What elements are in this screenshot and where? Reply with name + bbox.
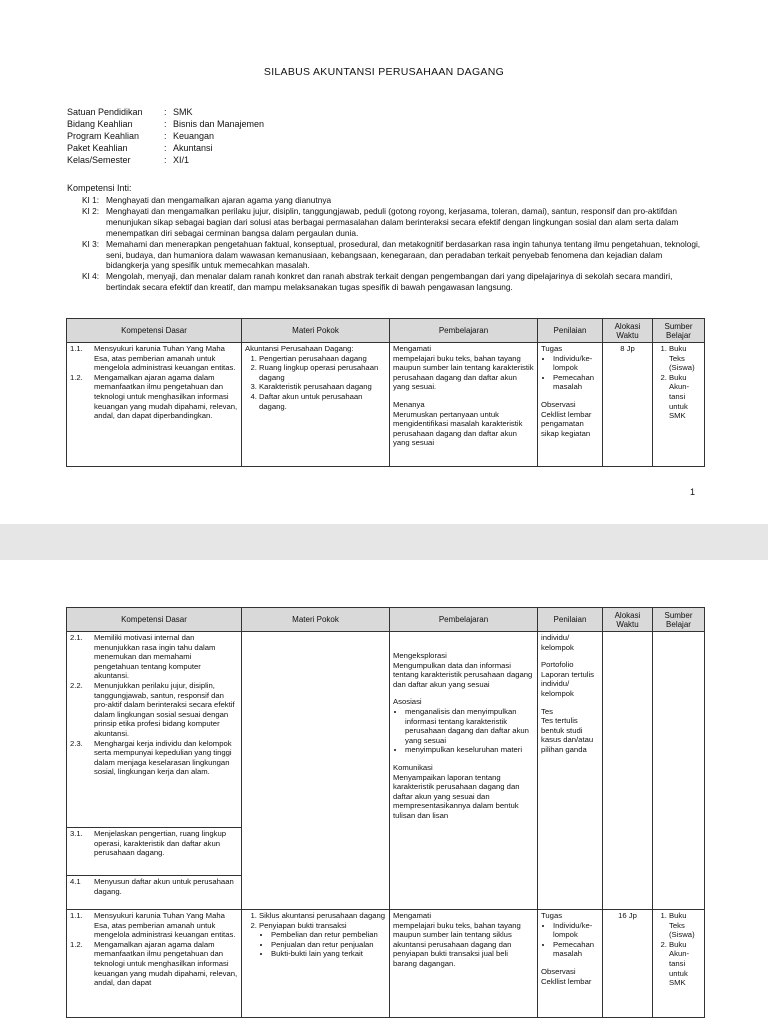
- ki-item: [82, 271, 702, 293]
- pb-text: Mengumpulkan data dan informasi tentang karakteristik perusahaan dagang dan daftar akun yang sesuai: [393, 660, 533, 689]
- ident-row: [67, 142, 264, 154]
- kd-number: 1.2.: [70, 939, 83, 949]
- ki-code: KI 1:: [82, 195, 100, 205]
- ident-row: [67, 130, 264, 142]
- sb-cell: [653, 343, 705, 467]
- pb-item: • menganalisis dan menyimpulkan informasi tentang karakteristik perusahaan dagang dan daftar akun yang sesuai: [405, 707, 534, 745]
- pn-text: Tes: [541, 706, 553, 716]
- ident-value: Bisnis dan Manajemen: [173, 119, 265, 130]
- mp-item: 1. Siklus akuntansi perusahaan dagang: [259, 911, 386, 921]
- pb-text: mempelajari buku teks, bahan tayang maupun sumber lain tentang siklus akuntansi perusahaan dagang dan penyiapan bukti transaksi jual beli barang dagangan.: [393, 920, 521, 968]
- syllabus-table-2: [66, 607, 705, 1018]
- kd-item: [70, 877, 238, 896]
- mp-item: 1. Pengertian perusahaan dagang: [259, 354, 386, 364]
- ident-value: SMK: [173, 107, 193, 117]
- kd-item: [70, 829, 238, 858]
- header-pembelajaran: Pembelajaran: [390, 319, 538, 343]
- document-title: SILABUS AKUNTANSI PERUSAHAAN DAGANG: [263, 66, 505, 78]
- kd-item: [70, 681, 238, 739]
- table-header-row: [67, 608, 705, 632]
- pn-item: • Individu/ke-lompok: [553, 354, 599, 373]
- aw-cell: 8 Jp: [603, 343, 653, 467]
- pn-item: • Pemecahan masalah: [553, 940, 599, 959]
- header-alokasi-waktu: Alokasi Waktu: [603, 608, 653, 632]
- mp-item: 4. Daftar akun untuk perusahaan dagang.: [259, 392, 386, 411]
- mp-subitem: • Pembelian dan retur pembelian: [271, 930, 386, 940]
- ki-list: [82, 195, 702, 293]
- kd-number: 2.1.: [70, 633, 83, 642]
- mp-list: [245, 911, 386, 959]
- mp-item: 2. Ruang lingkup operasi perusahaan dagang: [259, 363, 386, 382]
- syllabus-table-1: [66, 318, 705, 467]
- kd-number: 1.2.: [70, 372, 83, 382]
- sb-item: 1. Buku Teks (Siswa): [669, 344, 701, 373]
- mp-heading: Akuntansi Perusahaan Dagang:: [245, 344, 354, 353]
- sb-item: 1. Buku Teks (Siswa): [669, 911, 701, 940]
- header-penilaian: Penilaian: [538, 319, 603, 343]
- header-penilaian: Penilaian: [538, 608, 603, 632]
- pn-text: Portofolio Laporan tertulis individu/ kelompok: [541, 660, 594, 698]
- pb-heading: Komunikasi: [393, 762, 433, 772]
- pb-heading: Asosiasi: [393, 697, 422, 707]
- kd-item: [70, 373, 238, 421]
- sb-list: [656, 344, 701, 421]
- kd-number: 1.1.: [70, 344, 83, 353]
- pn-item: • Pemecahan masalah: [553, 373, 599, 392]
- header-kompetensi-dasar: Kompetensi Dasar: [67, 319, 242, 343]
- mp-item: 3. Karakteristik perusahaan dagang: [259, 382, 386, 392]
- pn-list: [541, 354, 599, 392]
- pb-cell: [390, 343, 538, 467]
- ident-label: Satuan Pendidikan: [67, 107, 143, 117]
- kd-number: 4.1: [70, 877, 81, 886]
- aw-cell: [603, 632, 653, 910]
- pn-text: Cekllist lembar pengamatan sikap kegiatan: [541, 409, 592, 438]
- ki-heading: Kompetensi Inti:: [67, 183, 132, 193]
- identity-block: [67, 106, 264, 166]
- pn-text: individu/ kelompok: [541, 633, 574, 652]
- mp-list: [245, 354, 386, 412]
- mp-item: [259, 921, 386, 959]
- sb-cell: [653, 910, 705, 1018]
- sb-list: [656, 911, 701, 988]
- kd-cell: [67, 343, 242, 467]
- kd-item: [70, 940, 238, 988]
- header-materi-pokok: Materi Pokok: [242, 319, 390, 343]
- kd-text: Mengamalkan ajaran agama dalam memanfaatkan ilmu pengetahuan dan teknologi untuk menghasilkan informasi keuangan yang mudah dipahami, relevan, andal, dan dapat: [94, 939, 238, 988]
- pb-text: Menyampaikan laporan tentang karakteristik perusahaan dagang dan daftar akun yang sesuai dan mempresentasikannya dalam bentuk tulisan dan lisan: [393, 772, 520, 820]
- ki-text: Mengolah, menyaji, dan menalar dalam ranah konkret dan ranah abstrak terkait dengan pengembangan dari yang dipelajarinya di sekolah secara mandiri, bertindak secara efektif dan kreatif, dan mampu melaksanakan tugas spesifik di bawah pengawasan langsung.: [106, 271, 673, 293]
- sb-item: 2. Buku Akun-tansi untuk SMK: [669, 940, 701, 988]
- kd-text: Menghargai kerja individu dan kelompok serta mempunyai kepedulian yang tinggi dalam menjaga keselarasan lingkungan sosial, lingkungan kerja dan alam.: [94, 738, 232, 777]
- ki-text: Menghayati dan mengamalkan perilaku jujur, disiplin, tanggungjawab, peduli (gotong royong, kerjasama, toleran, damai), santun, responsif dan pro-aktifdan menunjukan sikap sebagai bagian dari solusi atas berbagai permasalahan dalam berinteraksi secara efektif dengan lingkungan sosial dan alam serta dalam menempatkan diri sebagai cerminan bangsa dalam pergaulan dunia.: [106, 205, 679, 238]
- mp-subitem: • Penjualan dan retur penjualan: [271, 940, 386, 950]
- kd-number: 3.1.: [70, 829, 83, 838]
- kd-text: Mengamalkan ajaran agama dalam memanfaatkan ilmu pengetahuan dan teknologi untuk menghasilkan informasi keuangan yang mudah dipahami, relevan, andal, dan dapat diperbandingkan.: [94, 372, 238, 421]
- kd-text: Menyusun daftar akun untuk perusahaan dagang.: [94, 877, 234, 896]
- document-page-2: [0, 560, 768, 1024]
- pb-list: [393, 707, 534, 755]
- mp-sublist: [259, 930, 386, 959]
- kd-cell: [67, 828, 242, 876]
- colon: :: [164, 107, 167, 117]
- ident-value: Keuangan: [173, 131, 215, 142]
- ident-value: Akuntansi: [173, 143, 213, 154]
- kd-item: [70, 344, 238, 373]
- kd-item: [70, 739, 238, 777]
- table-row: [67, 343, 705, 467]
- ident-row: [67, 118, 264, 130]
- pb-heading: Menanya: [393, 399, 425, 409]
- ki-code: KI 3:: [82, 238, 100, 249]
- pb-heading: Mengeksplorasi: [393, 651, 447, 660]
- kd-number: 2.3.: [70, 738, 83, 748]
- header-materi-pokok: Materi Pokok: [242, 608, 390, 632]
- header-sumber-belajar: Sumber Belajar: [653, 608, 705, 632]
- ident-label: Paket Keahlian: [67, 143, 128, 154]
- kd-cell: [67, 632, 242, 828]
- ident-row: [67, 106, 264, 118]
- ki-code: KI 2:: [82, 205, 100, 216]
- pb-cell: [390, 632, 538, 910]
- ident-value: XI/1: [173, 155, 190, 166]
- pn-heading: Tugas: [541, 344, 563, 353]
- colon: :: [164, 155, 167, 166]
- ident-row: [67, 154, 264, 166]
- header-sumber-belajar: Sumber Belajar: [653, 319, 705, 343]
- pn-text: Cekllist lembar: [541, 976, 592, 986]
- kd-text: Mensyukuri karunia Tuhan Yang Maha Esa, atas pemberian amanah untuk mengelola administrasi keuangan entitas.: [94, 344, 236, 373]
- colon: :: [164, 131, 167, 142]
- header-kompetensi-dasar: Kompetensi Dasar: [67, 608, 242, 632]
- pb-heading: Mengamati: [393, 911, 432, 920]
- ki-text: Menghayati dan mengamalkan ajaran agama yang dianutnya: [106, 195, 332, 205]
- mp-cell: [242, 632, 390, 910]
- ki-code: KI 4:: [82, 271, 100, 282]
- mp-item-text: Penyiapan bukti transaksi: [259, 920, 347, 930]
- ki-text: Memahami dan menerapkan pengetahuan faktual, konseptual, prosedural, dan metakognitif berdasarkan rasa ingin tahunya tentang ilmu pengetahuan, teknologi, seni, budaya, dan humaniora dalam wawasan kemanusiaan, kebangsaan, kenegaraan, dan peradaban terkait penyebab fenomena dan kejadian dalam bidangkerja yang spesifik untuk memecahkan masalah.: [106, 238, 701, 271]
- ident-label: Program Keahlian: [67, 131, 140, 142]
- kd-text: Menunjukkan perilaku jujur, disiplin, tanggungjawab, santun, responsif dan pro-aktif dalam berinteraksi secara efektif dalam lingkungan sosial sesuai dengan prinsip etika profesi bidang komputer akuntansi.: [94, 680, 235, 738]
- pb-item: • menyimpulkan keseluruhan materi: [405, 745, 534, 755]
- pn-text: Observasi: [541, 966, 576, 976]
- pb-heading: Mengamati: [393, 344, 432, 353]
- pb-text: mempelajari buku teks, bahan tayang maupun sumber lain tentang karakteristik perusahaan dagang dan daftar akun yang sesuai.: [393, 353, 534, 392]
- mp-subitem: • Bukti-bukti lain yang terkait: [271, 949, 386, 959]
- pn-text: Tes tertulis bentuk studi kasus dan/atau pilihan ganda: [541, 716, 594, 754]
- kd-number: 2.2.: [70, 680, 83, 690]
- table-header-row: [67, 319, 705, 343]
- pn-cell: [538, 632, 603, 910]
- pn-cell: [538, 343, 603, 467]
- colon: :: [164, 119, 167, 130]
- mp-cell: [242, 343, 390, 467]
- ident-label: Bidang Keahlian: [67, 119, 133, 130]
- kd-text: Mensyukuri karunia Tuhan Yang Maha Esa, atas pemberian amanah untuk mengelola administrasi keuangan entitas.: [94, 911, 236, 940]
- sb-item: 2. Buku Akun-tansi untuk SMK: [669, 373, 701, 421]
- sb-cell: [653, 632, 705, 910]
- kd-text: Memiliki motivasi internal dan menunjukkan rasa ingin tahu dalam menemukan dan memahami pengetahuan tentang komputer akuntansi.: [94, 633, 216, 681]
- table-row: [67, 632, 705, 828]
- page-number: 1: [690, 487, 696, 497]
- kd-cell: [67, 876, 242, 910]
- mp-cell: [242, 910, 390, 1018]
- pn-text: Observasi: [541, 399, 576, 409]
- colon: :: [164, 143, 167, 154]
- kd-number: 1.1.: [70, 911, 83, 920]
- pn-heading: Tugas: [541, 911, 563, 920]
- kd-item: [70, 633, 238, 681]
- ki-item: [82, 195, 702, 206]
- pn-list: [541, 921, 599, 959]
- header-alokasi-waktu: Alokasi Waktu: [603, 319, 653, 343]
- kd-item: [70, 911, 238, 940]
- aw-cell: 16 Jp: [603, 910, 653, 1018]
- pn-cell: [538, 910, 603, 1018]
- ki-item: [82, 206, 702, 239]
- kd-text: Menjelaskan pengertian, ruang lingkup operasi, karakteristik dan daftar akun perusahaan dagang.: [94, 829, 227, 858]
- pb-text: Merumuskan pertanyaan untuk mengidentifikasi masalah karakteristik perusahaan dagang dan daftar akun yang sesuai: [393, 409, 523, 448]
- kd-cell: [67, 910, 242, 1018]
- ki-item: [82, 239, 702, 272]
- header-pembelajaran: Pembelajaran: [390, 608, 538, 632]
- table-row: [67, 910, 705, 1018]
- pn-item: • Individu/ke-lompok: [553, 921, 599, 940]
- pb-cell: [390, 910, 538, 1018]
- ident-label: Kelas/Semester: [67, 155, 131, 166]
